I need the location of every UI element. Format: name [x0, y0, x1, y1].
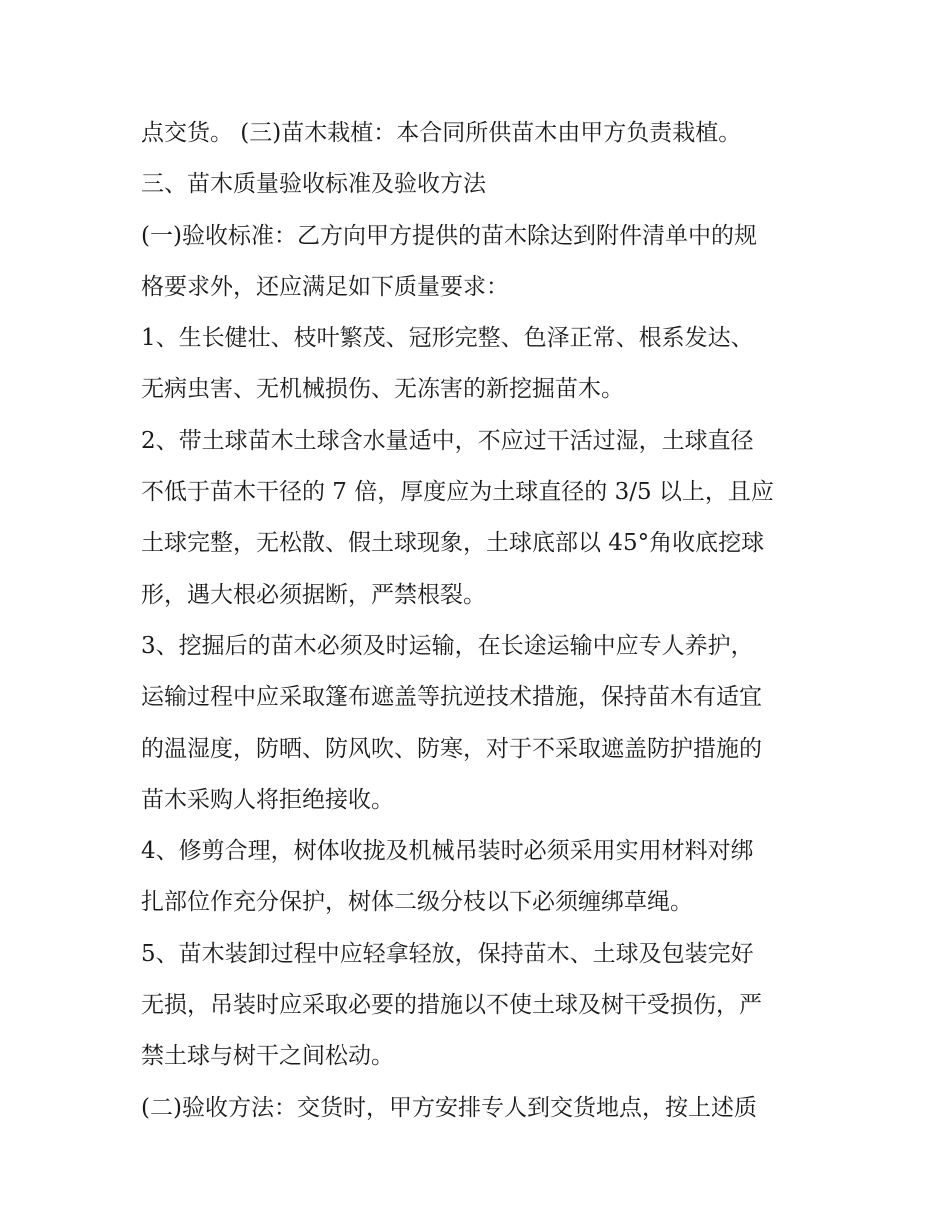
text-line: (二)验收方法：交货时，甲方安排专人到交货地点，按上述质 [141, 1094, 757, 1121]
section-heading: 三、苗木质量验收标准及验收方法 [141, 171, 486, 198]
text-line: 苗木采购人将拒绝接收。 [141, 786, 394, 813]
text-line: 格要求外，还应满足如下质量要求： [141, 273, 509, 300]
text-line: 无病虫害、无机械损伤、无冻害的新挖掘苗木。 [141, 376, 624, 403]
text-line: 运输过程中应采取篷布遮盖等抗逆技术措施，保持苗木有适宜 [141, 684, 762, 711]
text-line: 土球完整，无松散、假土球现象，土球底部以 45°角收底挖球 [141, 530, 765, 557]
text-line: (一)验收标准：乙方向甲方提供的苗木除达到附件清单中的规 [141, 222, 757, 249]
text-line: 的温湿度，防晒、防风吹、防寒，对于不采取遮盖防护措施的 [141, 735, 762, 762]
text-line: 不低于苗木干径的 7 倍，厚度应为土球直径的 3/5 以上，且应 [141, 479, 774, 506]
text-line: 扎部位作充分保护，树体二级分枝以下必须缠绑草绳。 [141, 889, 693, 916]
text-line: 禁土球与树干之间松动。 [141, 1043, 394, 1070]
text-line: 无损，吊装时应采取必要的措施以不使土球及树干受损伤，严 [141, 992, 762, 1019]
text-line: 4、修剪合理，树体收拢及机械吊装时必须采用实用材料对绑 [141, 838, 754, 865]
document-body [141, 108, 821, 1134]
text-line: 1、生长健壮、枝叶繁茂、冠形完整、色泽正常、根系发达、 [141, 325, 754, 352]
text-line: 3、挖掘后的苗木必须及时运输，在长途运输中应专人养护， [141, 632, 754, 659]
text-line: 点交货。 (三)苗木栽植：本合同所供苗木由甲方负责栽植。 [141, 120, 742, 146]
text-line: 2、带土球苗木土球含水量适中，不应过干活过湿，土球直径 [141, 427, 754, 454]
text-line: 5、苗木装卸过程中应轻拿轻放，保持苗木、土球及包装完好 [141, 940, 754, 967]
text-line: 形，遇大根必须据断，严禁根裂。 [141, 581, 486, 608]
